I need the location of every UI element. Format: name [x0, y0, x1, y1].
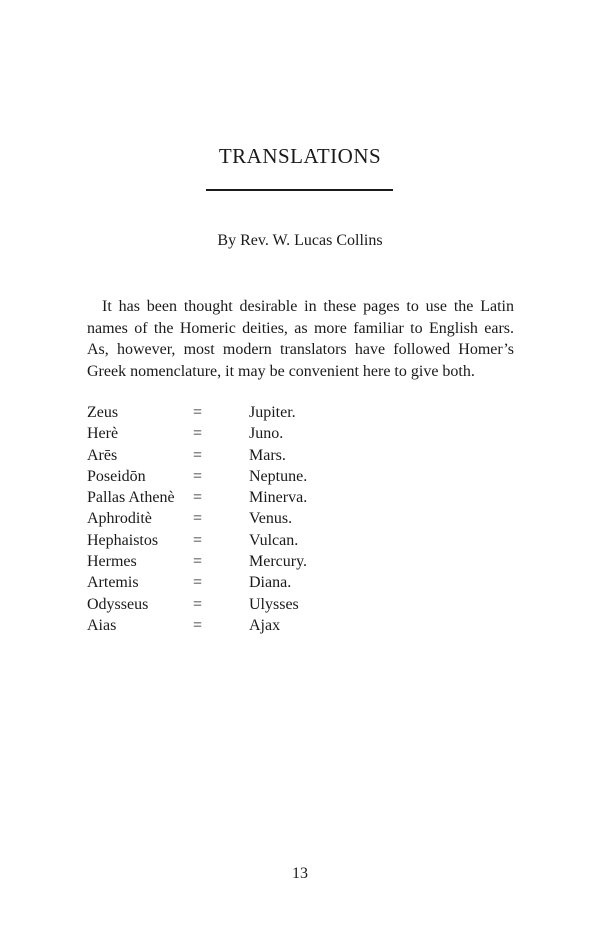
table-row — [87, 551, 369, 572]
equals-sign: = — [193, 425, 203, 443]
latin-name: Juno. — [249, 425, 284, 443]
table-row — [87, 466, 369, 487]
equals-sign: = — [193, 531, 203, 549]
greek-name: Hermes — [87, 553, 137, 571]
equals-sign: = — [193, 595, 203, 613]
equals-sign: = — [193, 446, 203, 464]
greek-name: Pallas Athenè — [87, 489, 175, 507]
latin-name: Mercury. — [249, 553, 308, 571]
table-row — [87, 508, 369, 529]
greek-name: Herè — [87, 425, 119, 443]
author-byline: By Rev. W. Lucas Collins — [217, 232, 383, 249]
table-row — [87, 423, 369, 444]
latin-name: Mars. — [249, 446, 286, 464]
page-title: TRANSLATIONS — [218, 144, 382, 168]
greek-name: Arēs — [87, 446, 118, 464]
table-row — [87, 445, 369, 466]
latin-name: Neptune. — [249, 467, 308, 485]
latin-name: Venus. — [249, 510, 293, 528]
latin-name: Ulysses — [249, 595, 299, 613]
greek-name: Aias — [87, 616, 117, 634]
equals-sign: = — [193, 510, 203, 528]
greek-name: Poseidōn — [87, 467, 146, 485]
table-row — [87, 594, 369, 615]
table-row — [87, 615, 369, 636]
greek-name: Artemis — [87, 574, 139, 592]
latin-name: Minerva. — [249, 489, 308, 507]
equals-sign: = — [193, 489, 203, 507]
equals-sign: = — [193, 467, 203, 485]
greek-name: Aphroditè — [87, 510, 152, 528]
table-row — [87, 402, 369, 423]
greek-name: Zeus — [87, 404, 119, 421]
table-row — [87, 487, 369, 508]
table-row — [87, 572, 369, 593]
latin-name: Diana. — [249, 574, 292, 592]
intro-paragraph: It has been thought desirable in these pages to use the Latin names of the Homeric deities, as more familiar to English ears. As, however, most modern translators have followed Homer’s Greek nomenclature, it may be convenient here to give both. — [87, 298, 514, 380]
latin-name: Vulcan. — [249, 531, 299, 549]
latin-name: Jupiter. — [249, 404, 296, 421]
greek-name: Hephaistos — [87, 531, 159, 549]
equals-sign: = — [193, 553, 203, 571]
latin-name: Ajax — [249, 616, 281, 634]
equals-sign: = — [193, 574, 203, 592]
table-row — [87, 530, 369, 551]
greek-name: Odysseus — [87, 595, 149, 613]
deity-names-table — [87, 402, 369, 636]
equals-sign: = — [193, 616, 203, 634]
equals-sign: = — [193, 404, 203, 421]
page-number: 13 — [292, 865, 308, 882]
title-underline — [206, 189, 393, 191]
deity-rows — [87, 402, 369, 636]
